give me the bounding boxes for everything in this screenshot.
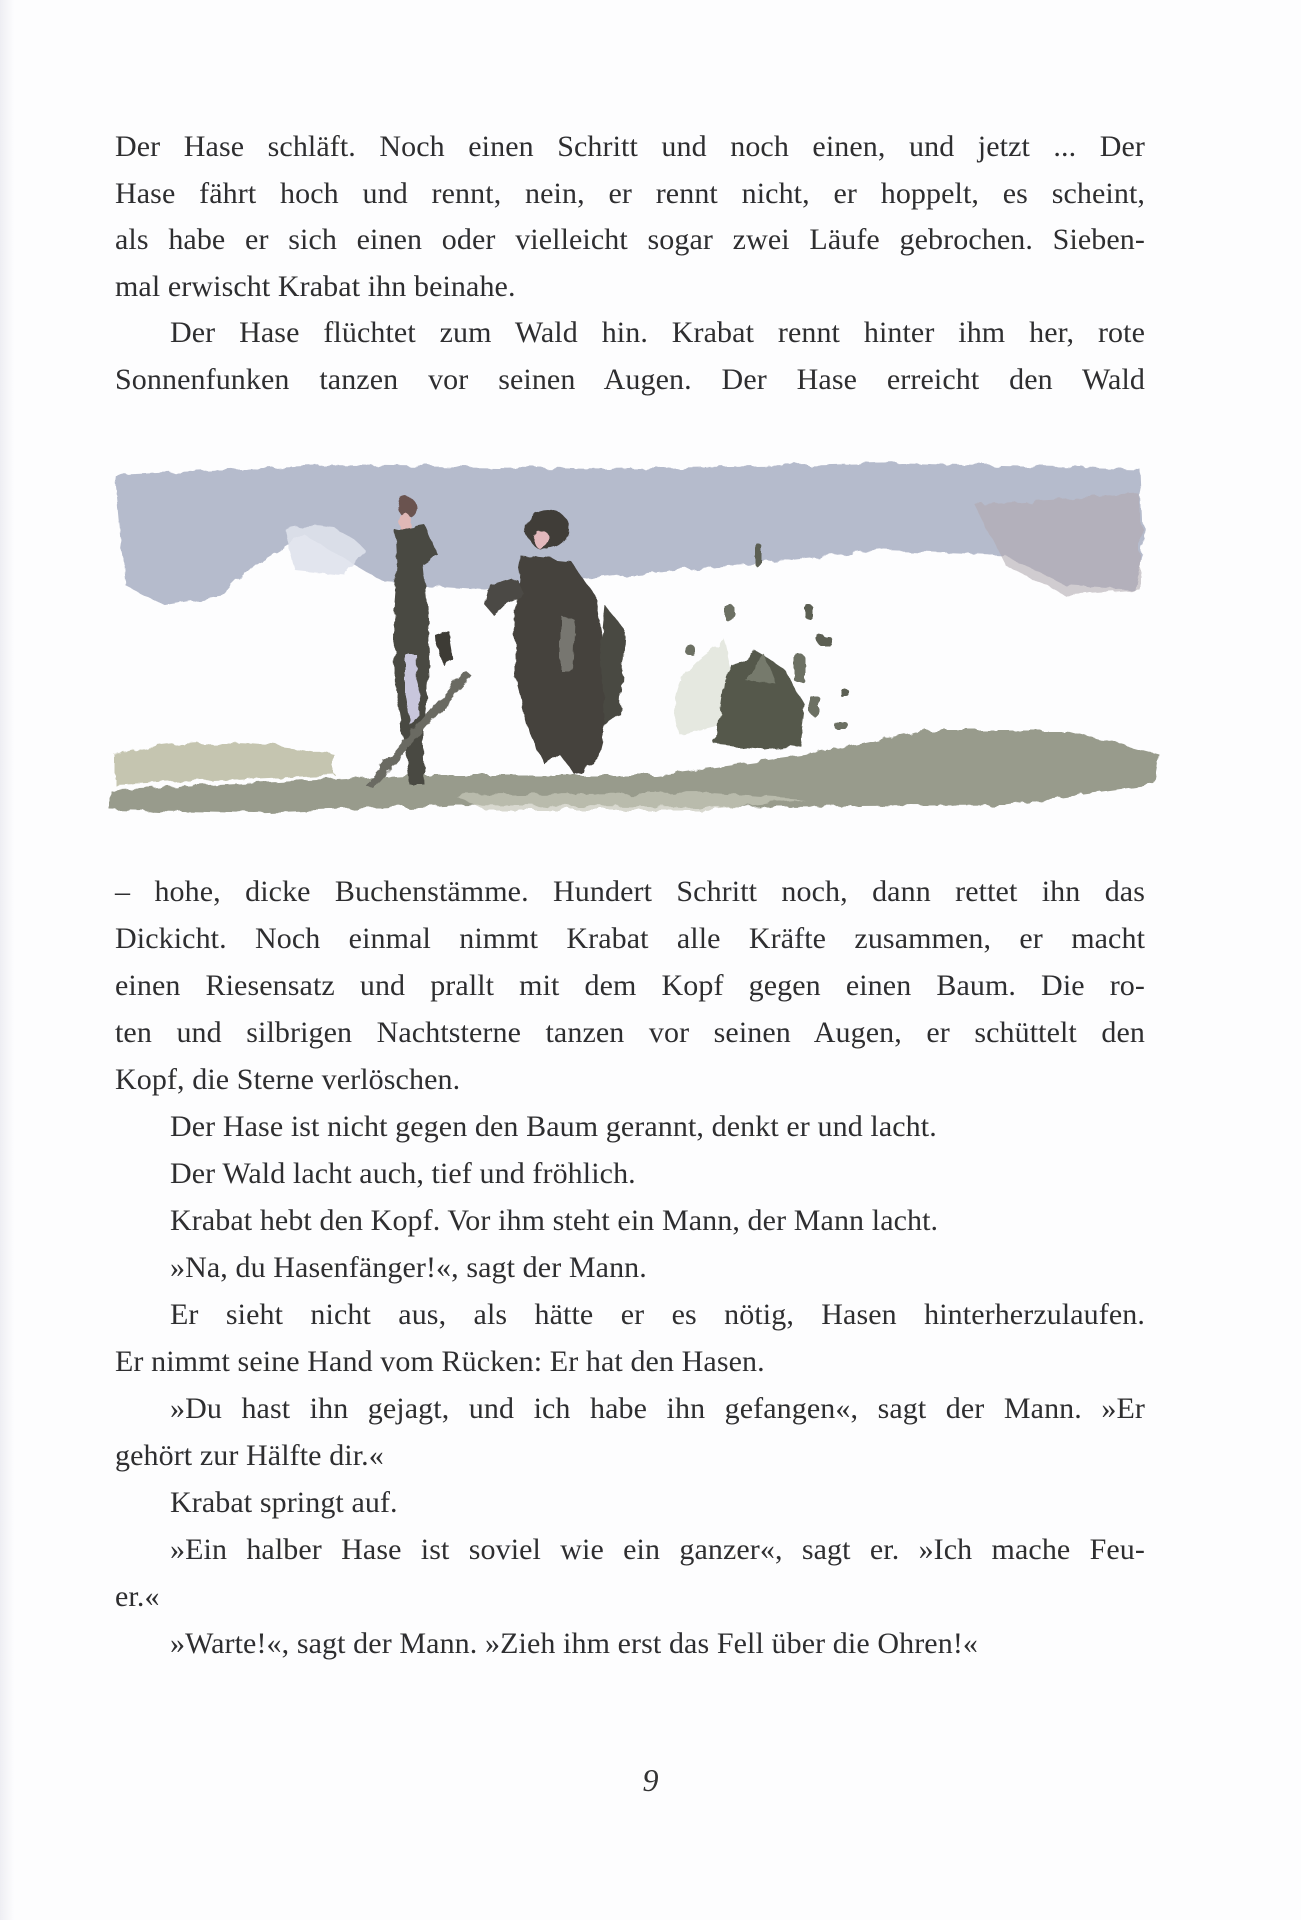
illustration-art	[105, 455, 1165, 815]
body-text-bottom	[115, 868, 1145, 1667]
shrub	[676, 545, 850, 750]
text-line: »Na, du Hasenfänger!«, sagt der Mann.	[170, 1251, 647, 1284]
text-line: Der Wald lacht auch, tief und fröhlich.	[170, 1157, 636, 1190]
text-line: Der Hase ist nicht gegen den Baum gerannt, denkt er und lacht.	[170, 1110, 937, 1143]
text-line: gehört zur Hälfte dir.«	[115, 1439, 384, 1472]
text-line: er.«	[115, 1580, 160, 1613]
page-gutter-shade	[0, 0, 14, 1920]
text-line: »Ein halber Hase ist soviel wie ein ganzer«, sagt er. »Ich mache Feu-	[170, 1533, 1145, 1566]
watercolor-illustration	[105, 455, 1165, 815]
text-line: Sonnenfunken tanzen vor seinen Augen. Der Hase erreicht den Wald	[115, 362, 1145, 396]
text-line: Er sieht nicht aus, als hätte er es nötig, Hasen hinterherzulaufen.	[170, 1298, 1145, 1331]
ground-wash	[110, 730, 1160, 813]
body-text-top	[115, 124, 1145, 403]
text-line: »Du hast ihn gejagt, und ich habe ihn gefangen«, sagt der Mann. »Er	[170, 1392, 1145, 1425]
text-line: Der Hase schläft. Noch einen Schritt und noch einen, und jetzt ... Der	[115, 130, 1145, 163]
text-line: als habe er sich einen oder vielleicht sogar zwei Läufe gebrochen. Sieben-	[115, 223, 1145, 256]
text-line: Hase fährt hoch und rennt, nein, er rennt nicht, er hoppelt, es scheint,	[115, 176, 1145, 210]
text-line: ten und silbrigen Nachtsterne tanzen vor seinen Augen, er schüttelt den	[115, 1016, 1145, 1049]
text-line: Kopf, die Sterne verlöschen.	[115, 1063, 461, 1096]
text-line: mal erwischt Krabat ihn beinahe.	[115, 269, 516, 303]
sky-wash	[115, 463, 1143, 605]
text-line: Er nimmt seine Hand vom Rücken: Er hat den Hasen.	[115, 1345, 765, 1378]
text-line: einen Riesensatz und prallt mit dem Kopf gegen einen Baum. Die ro-	[115, 969, 1145, 1002]
text-line: Krabat springt auf.	[170, 1486, 398, 1519]
text-line: »Warte!«, sagt der Mann. »Zieh ihm erst das Fell über die Ohren!«	[170, 1627, 979, 1660]
text-line: Der Hase flüchtet zum Wald hin. Krabat rennt hinter ihm her, rote	[170, 316, 1145, 349]
text-line: Dickicht. Noch einmal nimmt Krabat alle Kräfte zusammen, er macht	[115, 922, 1145, 955]
text-line: – hohe, dicke Buchenstämme. Hundert Schritt noch, dann rettet ihn das	[115, 875, 1145, 908]
text-line: Krabat hebt den Kopf. Vor ihm steht ein Mann, der Mann lacht.	[170, 1204, 939, 1237]
page-number: 9	[642, 1762, 659, 1798]
